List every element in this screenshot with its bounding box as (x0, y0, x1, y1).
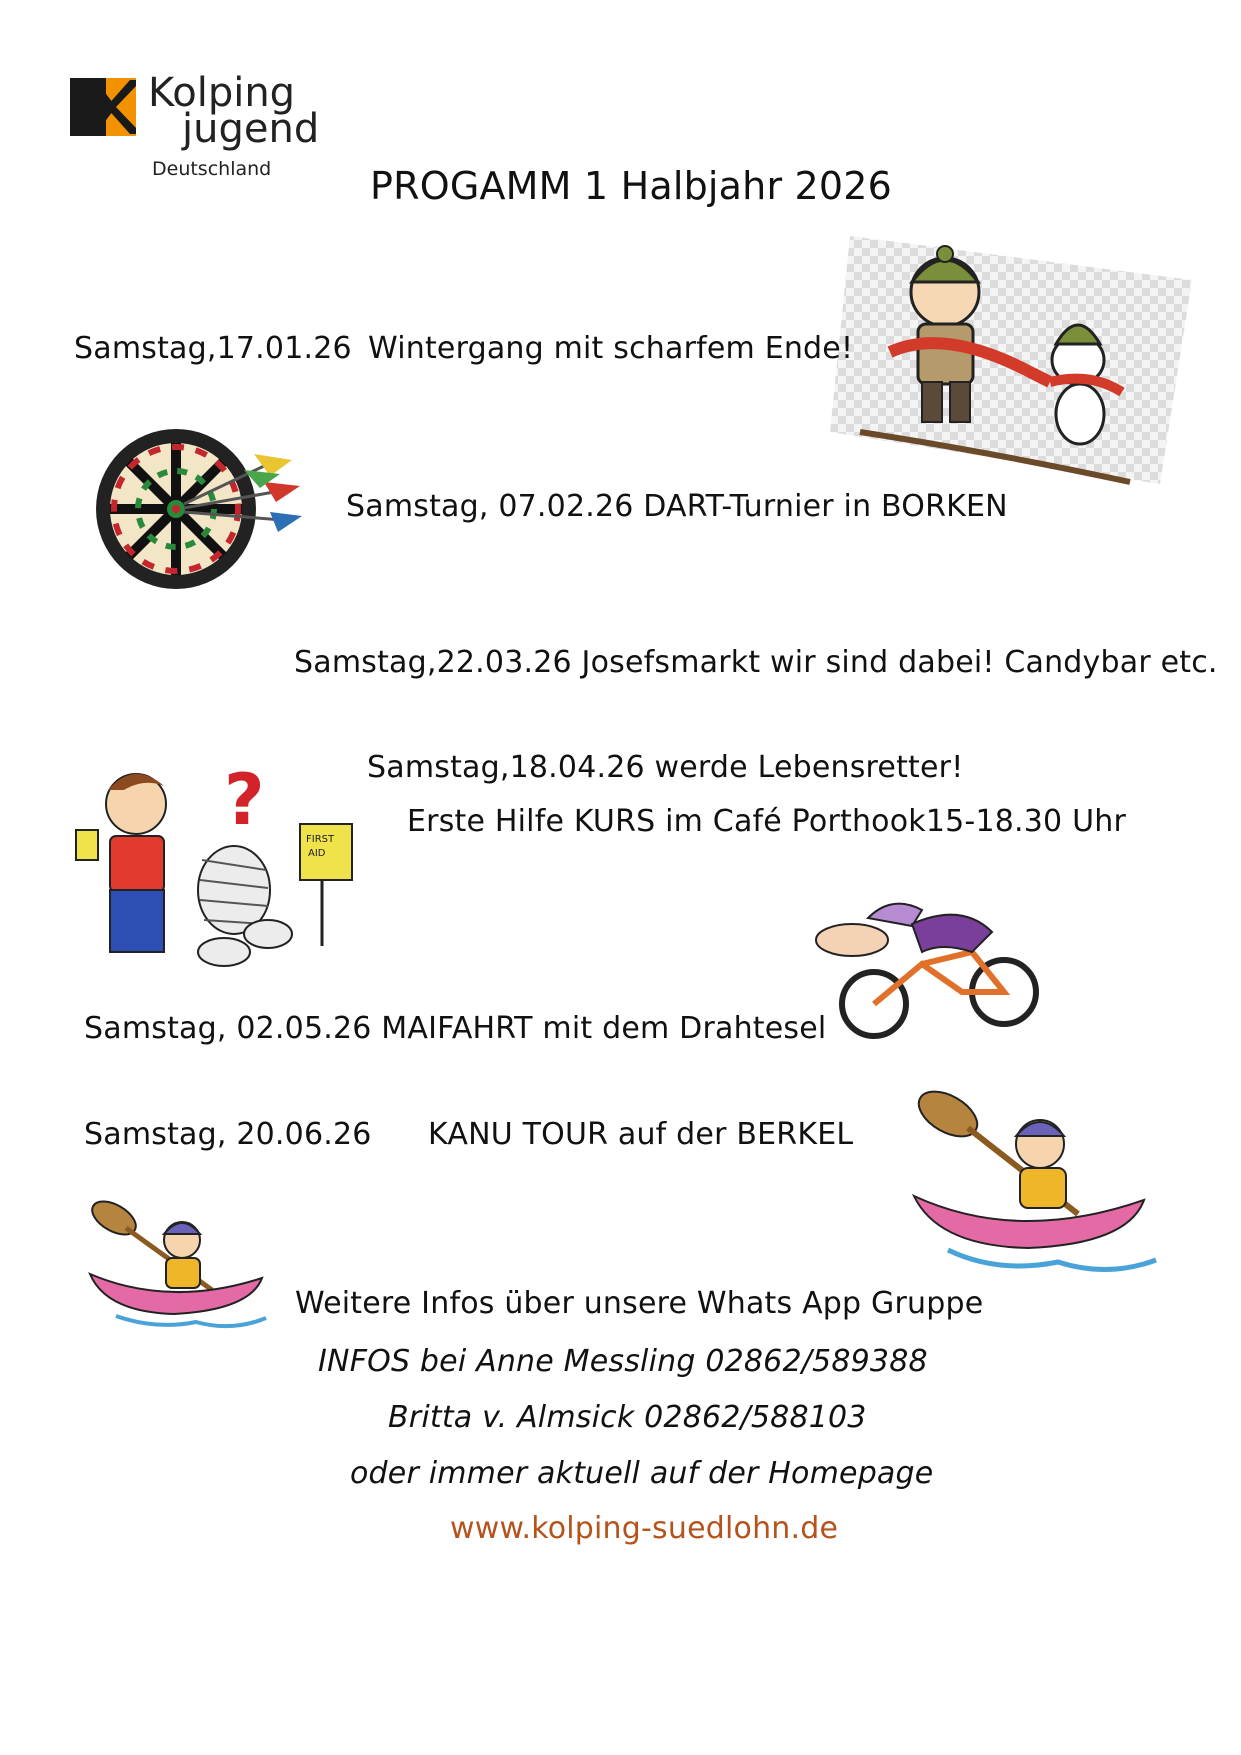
event-2-text: Samstag, 07.02.26 DART-Turnier in BORKEN (346, 489, 1008, 524)
dartboard-illustration (94, 424, 304, 594)
contact-anne: INFOS bei Anne Messling 02862/589388 (318, 1344, 928, 1379)
contact-britta: Britta v. Almsick 02862/588103 (388, 1400, 867, 1435)
event-1-text: Wintergang mit scharfem Ende! (368, 331, 854, 366)
cyclist-illustration (812, 892, 1052, 1040)
event-5-text: Samstag, 02.05.26 MAIFAHRT mit dem Drahtesel (84, 1011, 827, 1046)
event-1-date: Samstag,17.01.26 (74, 331, 352, 366)
first-aid-illustration (74, 760, 354, 972)
logo-line3: Deutschland (152, 158, 272, 180)
snowy-walk-illustration (830, 232, 1198, 492)
logo-line1: Kolping (148, 70, 296, 116)
kolping-logo (70, 70, 360, 186)
event-4-sub: Erste Hilfe KURS im Café Porthook15-18.30 Uhr (407, 804, 1126, 839)
event-6-date: Samstag, 20.06.26 (84, 1117, 372, 1152)
whatsapp-info: Weitere Infos über unsere Whats App Gruppe (295, 1286, 984, 1321)
homepage-note: oder immer aktuell auf der Homepage (350, 1456, 934, 1491)
canoe-illustration-small (86, 1190, 276, 1330)
svg-text:?: ? (224, 760, 265, 841)
event-6-text: KANU TOUR auf der BERKEL (428, 1117, 854, 1152)
logo-line2: jugend (182, 106, 320, 152)
canoe-illustration-large (908, 1074, 1164, 1280)
homepage-link[interactable]: www.kolping-suedlohn.de (450, 1511, 839, 1546)
event-4-text: Samstag,18.04.26 werde Lebensretter! (367, 750, 964, 785)
svg-text:AID: AID (308, 848, 326, 859)
event-3-text: Samstag,22.03.26 Josefsmarkt wir sind dabei! Candybar etc. (294, 645, 1218, 680)
kolping-k-icon (70, 76, 138, 138)
page-title: PROGAMM 1 Halbjahr 2026 (370, 164, 893, 208)
svg-text:FIRST: FIRST (306, 834, 335, 845)
